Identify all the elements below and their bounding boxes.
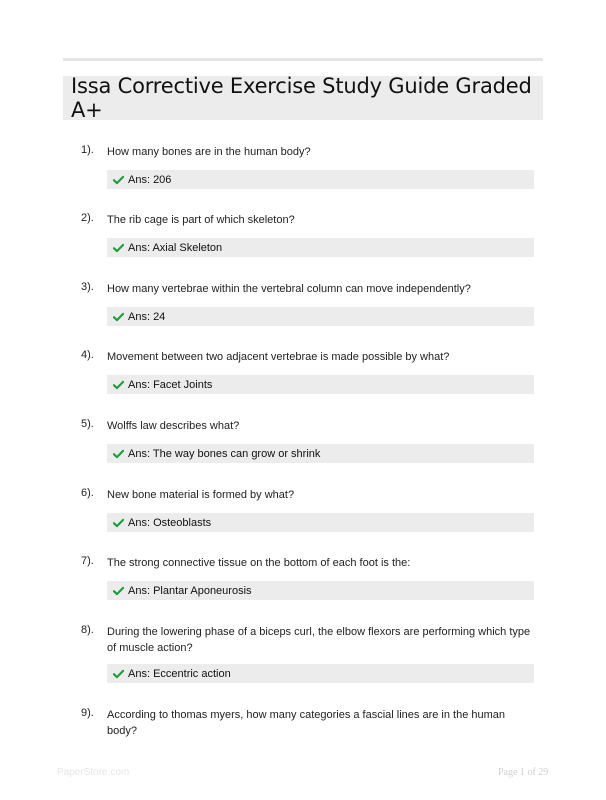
question-text: During the lowering phase of a biceps curl, the elbow flexors are performing which type of muscle action? bbox=[107, 626, 531, 654]
question-text: How many bones are in the human body? bbox=[107, 146, 311, 158]
answer-text: Ans: The way bones can grow or shrink bbox=[128, 447, 321, 460]
answer-box bbox=[107, 238, 534, 257]
check-icon bbox=[113, 312, 124, 322]
question-text: Wolffs law describes what? bbox=[107, 420, 240, 432]
page-number: Page 1 of 29 bbox=[498, 767, 549, 778]
top-rule bbox=[63, 58, 543, 61]
check-icon bbox=[113, 586, 124, 596]
answer-text: Ans: Facet Joints bbox=[128, 378, 213, 391]
question-text: According to thomas myers, how many categories a fascial lines are in the human body? bbox=[107, 709, 506, 737]
question-number: 9). bbox=[81, 707, 94, 719]
question-number: 7). bbox=[81, 555, 94, 567]
question-text: Movement between two adjacent vertebrae is made possible by what? bbox=[107, 351, 450, 363]
page-title: Issa Corrective Exercise Study Guide Graded A+ bbox=[71, 74, 532, 122]
answer-text: Ans: Plantar Aponeurosis bbox=[128, 584, 252, 597]
answer-text: Ans: Axial Skeleton bbox=[128, 241, 223, 254]
check-icon bbox=[113, 669, 124, 679]
question-text: The rib cage is part of which skeleton? bbox=[107, 214, 295, 226]
answer-box bbox=[107, 170, 534, 189]
answer-box bbox=[107, 444, 534, 463]
check-icon bbox=[113, 449, 124, 459]
answer-box bbox=[107, 664, 534, 683]
footer-watermark: PaperStore.com bbox=[57, 767, 130, 778]
answer-text: Ans: Eccentric action bbox=[128, 667, 231, 680]
question-number: 1). bbox=[81, 144, 94, 156]
answer-box bbox=[107, 581, 534, 600]
answer-box bbox=[107, 307, 534, 326]
check-icon bbox=[113, 175, 124, 185]
answer-text: Ans: Osteoblasts bbox=[128, 516, 212, 529]
title-band bbox=[63, 76, 543, 120]
answer-text: Ans: 24 bbox=[128, 310, 166, 323]
question-number: 2). bbox=[81, 212, 94, 224]
question-number: 6). bbox=[81, 487, 94, 499]
question-text: How many vertebrae within the vertebral column can move independently? bbox=[107, 283, 471, 295]
answer-box bbox=[107, 375, 534, 394]
check-icon bbox=[113, 380, 124, 390]
check-icon bbox=[113, 243, 124, 253]
question-number: 5). bbox=[81, 418, 94, 430]
question-number: 8). bbox=[81, 624, 94, 636]
question-number: 4). bbox=[81, 349, 94, 361]
question-number: 3). bbox=[81, 281, 94, 293]
answer-text: Ans: 206 bbox=[128, 173, 172, 186]
question-text: The strong connective tissue on the bottom of each foot is the: bbox=[107, 557, 411, 569]
question-text: New bone material is formed by what? bbox=[107, 489, 295, 501]
answer-box bbox=[107, 513, 534, 532]
check-icon bbox=[113, 518, 124, 528]
